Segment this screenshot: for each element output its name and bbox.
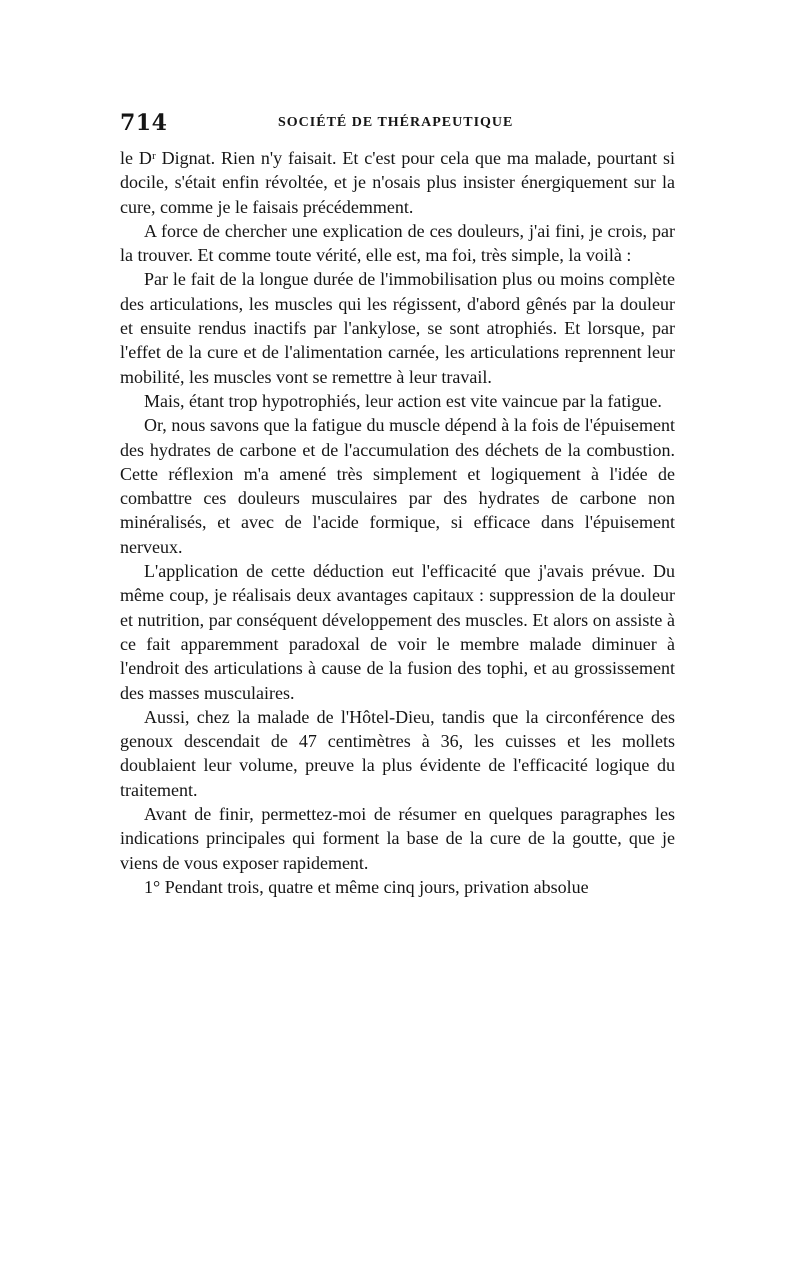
paragraph-continuation: le Dʳ Dignat. Rien n'y faisait. Et c'est pour cela que ma malade, pourtant si docile, s'était enfin révoltée, et je n'osais plus insister énergiquement sur la cure, comme je le faisais précédemment. [120, 148, 675, 217]
paragraph: A force de chercher une explication de ces douleurs, j'ai fini, je crois, par la trouver. Et comme toute vérité, elle est, ma foi, très simple, la voilà : [120, 220, 675, 266]
paragraph: Par le fait de la longue durée de l'immobilisation plus ou moins complète des articulations, les muscles qui les régissent, d'abord gênés par la douleur et ensuite rendus inactifs par l'ankylose, se sont atrophiés. Et lorsque, par l'effet de la cure et de l'alimentation carnée, les articulations reprennent leur mobilité, les muscles vont se remettre à leur travail. [120, 269, 675, 387]
running-head [120, 110, 675, 140]
paragraph: Avant de finir, permettez-moi de résumer en quelques paragraphes les indications principales qui forment la base de la cure de la goutte, que je viens de vous exposer rapidement. [120, 804, 675, 873]
running-title: SOCIÉTÉ DE THÉRAPEUTIQUE [278, 115, 514, 130]
paragraph: Aussi, chez la malade de l'Hôtel-Dieu, tandis que la circonférence des genoux descendait de 47 centimètres à 36, les cuisses et les mollets doublaient leur volume, preuve la plus évidente de l'efficacité logique du traitement. [120, 706, 675, 800]
paragraph: Or, nous savons que la fatigue du muscle dépend à la fois de l'épuisement des hydrates de carbone et de l'accumulation des déchets de la combustion. Cette réflexion m'a amené très simplement et logiquement à l'idée de combattre ces douleurs musculaires par des hydrates de carbone non minéralisés, et avec de l'acide formique, si efficace dans l'épuisement nerveux. [120, 415, 675, 557]
page-number: 714 [120, 110, 168, 136]
paragraph: Mais, étant trop hypotrophiés, leur action est vite vaincue par la fatigue. [144, 390, 662, 411]
body-text [120, 146, 675, 899]
paragraph: L'application de cette déduction eut l'efficacité que j'avais prévue. Du même coup, je réalisais deux avantages capitaux : suppression de la douleur et nutrition, par conséquent développement des muscles. Et alors on assiste à ce fait apparemment paradoxal de voir le membre malade diminuer à l'endroit des articulations à cause de la fusion des tophi, et au grossissement des masses musculaires. [120, 561, 675, 703]
paragraph-numbered: 1° Pendant trois, quatre et même cinq jours, privation absolue [144, 876, 589, 897]
